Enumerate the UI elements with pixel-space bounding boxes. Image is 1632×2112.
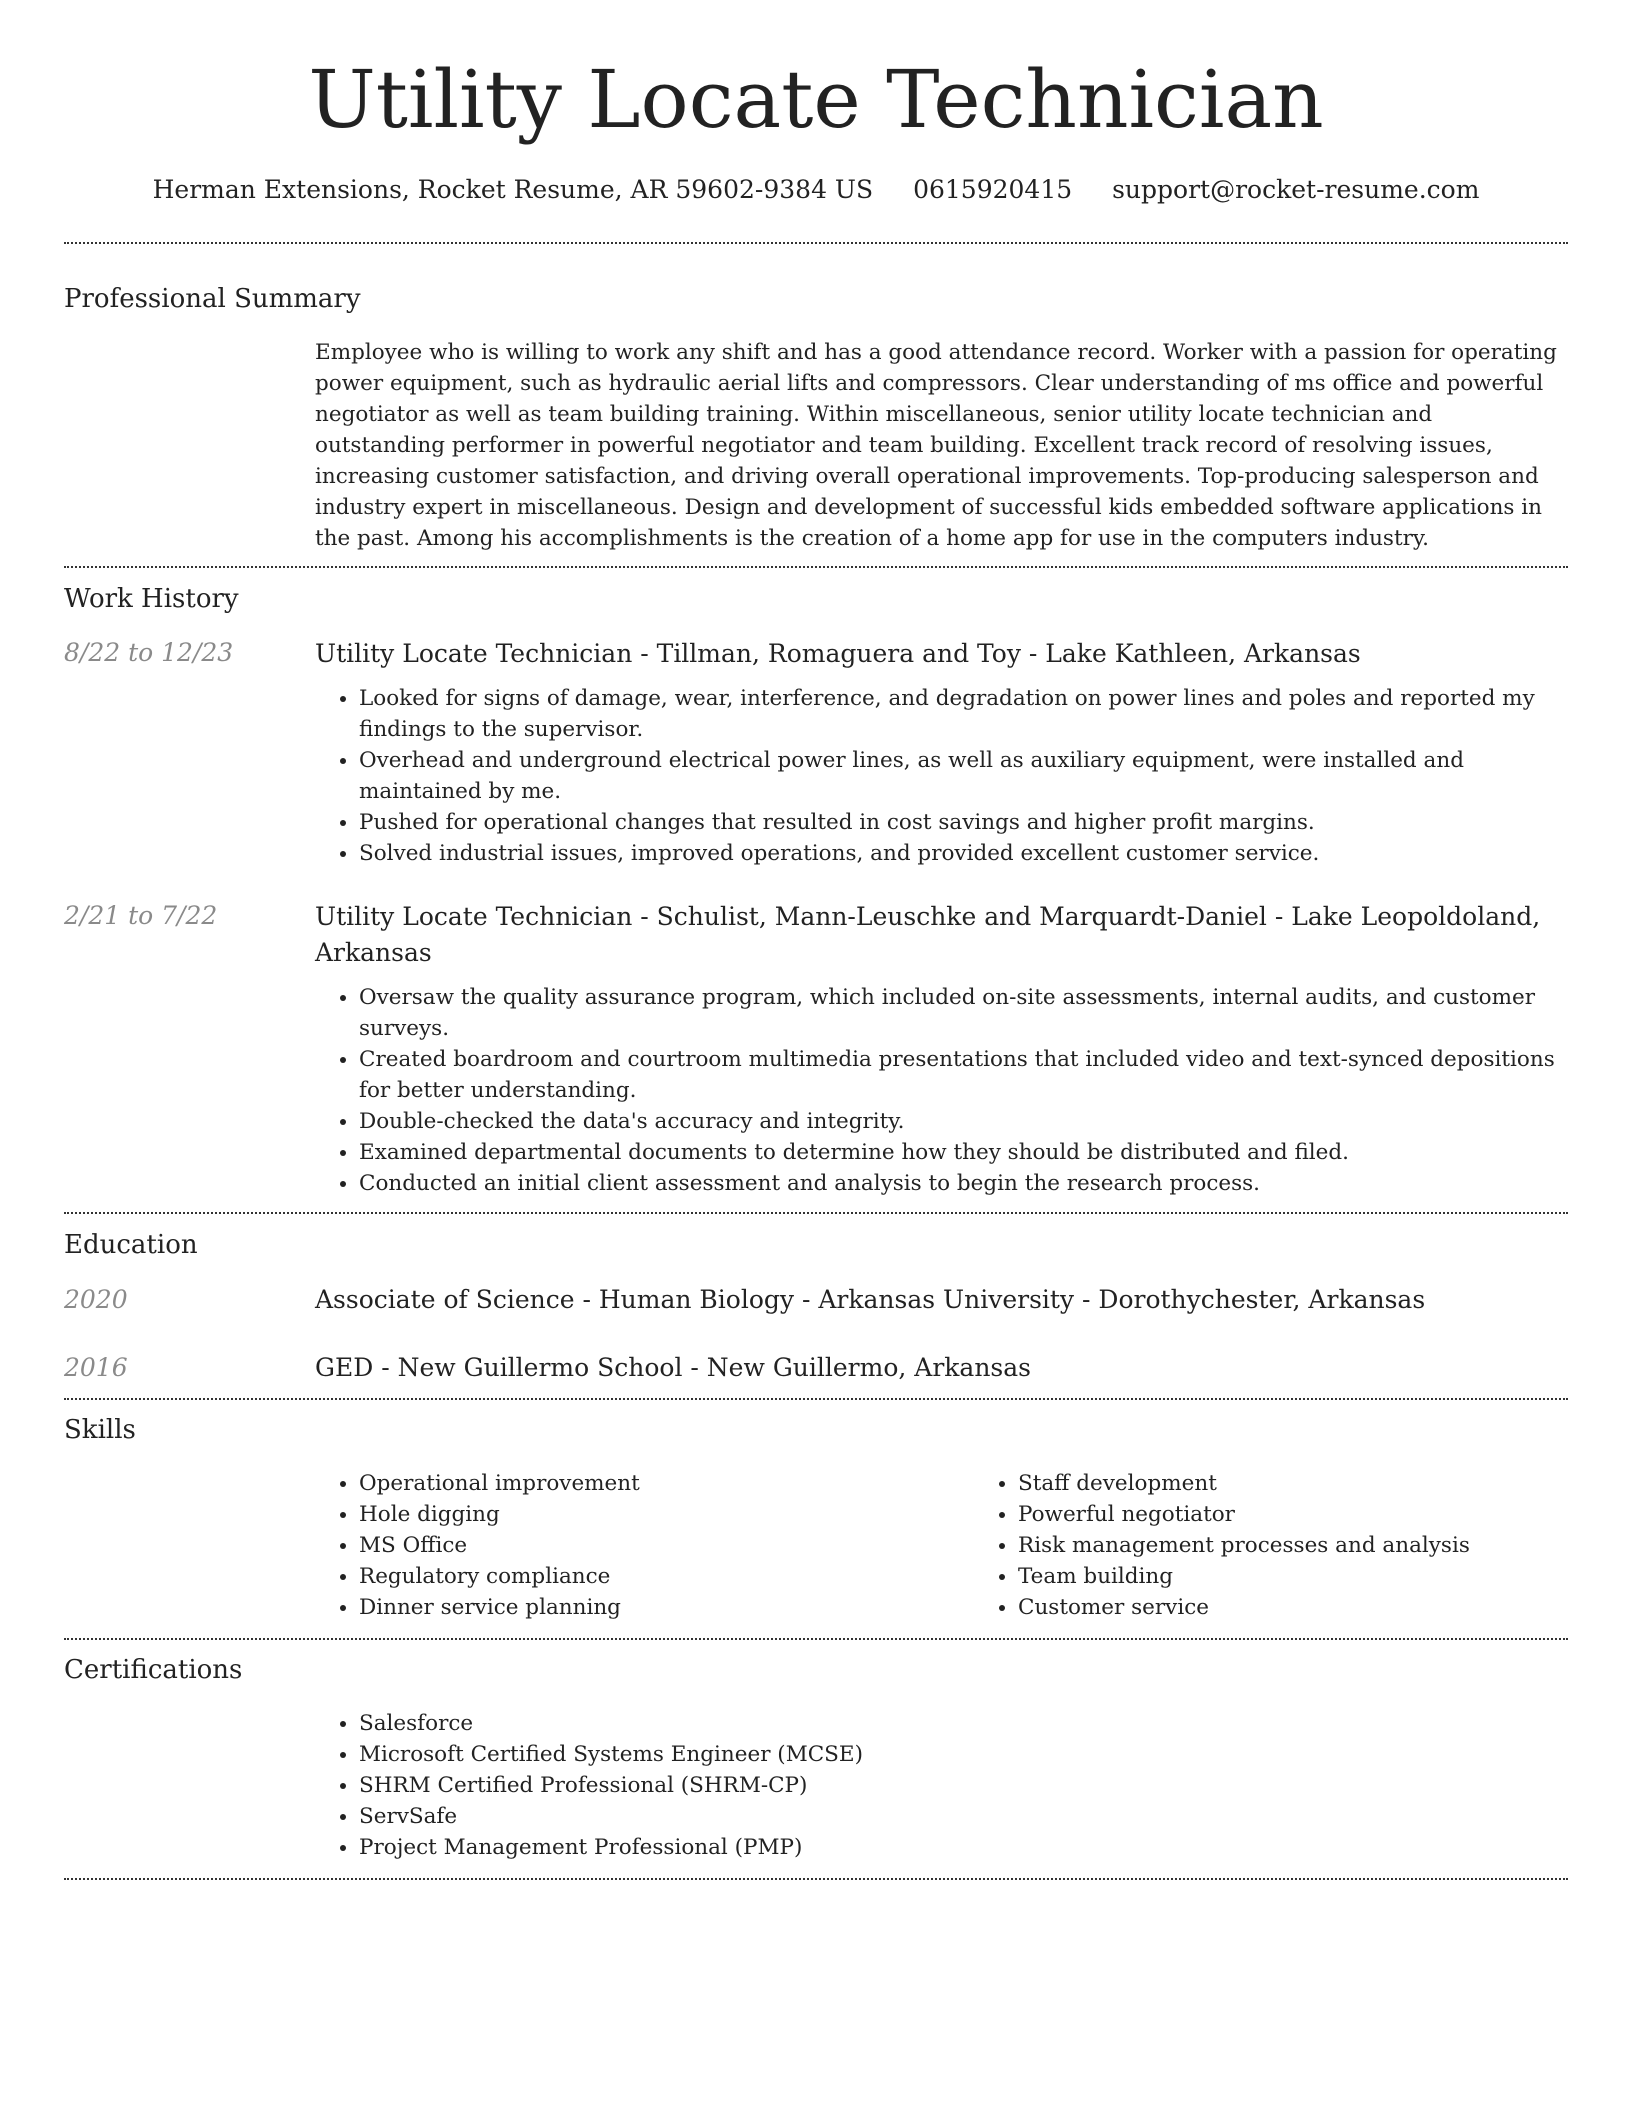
education-entry [64, 1351, 1568, 1385]
summary-spacer [64, 337, 315, 554]
job-bullet: • Pushed for operational changes that resulted in cost savings and higher profit margins. [359, 807, 1568, 838]
job-bullets [315, 683, 1568, 869]
certifications-list [315, 1708, 1568, 1863]
education-title: Education [64, 1230, 198, 1260]
work-history-title: Work History [64, 584, 239, 614]
job-bullet: • Double-checked the data's accuracy and integrity. [359, 1106, 1568, 1137]
certification-item: • Project Management Professional (PMP) [359, 1832, 1568, 1863]
skills-spacer [64, 1468, 315, 1623]
skill-item: • Operational improvement [359, 1468, 974, 1499]
skill-item: • Regulatory compliance [359, 1561, 974, 1592]
summary-text: Employee who is willing to work any shift and has a good attendance record. Worker with a passion for operating power equipment, such as hydraulic aerial lifts and compressors. Clear understanding of ms office and powerful negotiator as well as team building training. Within miscellaneous, senior utility locate technician and outstanding performer in powerful negotiator and team building. Excellent track record of resolving issues, increasing customer satisfaction, and driving overall operational improvements. Top-producing salesperson and industry expert in miscellaneous. Design and development of successful kids embedded software applications in the past. Among his accomplishments is the creation of a home app for use in the computers industry. [315, 340, 1557, 551]
job-heading: Utility Locate Technician - Tillman, Romaguera and Toy - Lake Kathleen, Arkansas [315, 639, 1361, 668]
summary-title: Professional Summary [64, 284, 361, 314]
summary-section [64, 244, 1568, 554]
certification-item: • ServSafe [359, 1801, 1568, 1832]
skill-item: • Customer service [1018, 1592, 1632, 1623]
job-bullet: • Examined departmental documents to determine how they should be distributed and filed. [359, 1137, 1568, 1168]
job-dates: 8/22 to 12/23 [64, 638, 234, 667]
certifications-section [64, 1640, 1568, 1863]
skills-columns [315, 1468, 1632, 1623]
skills-list [315, 1468, 974, 1623]
skill-item: • Risk management processes and analysis [1018, 1530, 1632, 1561]
job-entry [64, 899, 1568, 1199]
contact-phone: 0615920415 [913, 175, 1073, 204]
contact-line [64, 172, 1568, 208]
certification-item: • Salesforce [359, 1708, 1568, 1739]
certification-item: • Microsoft Certified Systems Engineer (MCSE) [359, 1739, 1568, 1770]
job-entry [64, 636, 1568, 869]
education-entry [64, 1283, 1568, 1317]
skill-item: • Team building [1018, 1561, 1632, 1592]
skill-item: • Hole digging [359, 1499, 974, 1530]
skills-title: Skills [64, 1415, 136, 1445]
contact-email: support@rocket-resume.com [1112, 175, 1480, 204]
contact-address: Herman Extensions, Rocket Resume, AR 59602-9384 US [152, 175, 874, 204]
job-bullet: • Oversaw the quality assurance program, which included on-site assessments, internal audits, and customer surveys. [359, 982, 1568, 1044]
section-divider [64, 1878, 1568, 1880]
candidate-name: Utility Locate Technician [308, 53, 1324, 146]
certification-item: • SHRM Certified Professional (SHRM-CP) [359, 1770, 1568, 1801]
job-bullets [315, 982, 1568, 1199]
skills-section [64, 1400, 1568, 1623]
resume-header [64, 0, 1568, 208]
skill-item: • MS Office [359, 1530, 974, 1561]
job-bullet: • Created boardroom and courtroom multimedia presentations that included video and text-synced depositions for better understanding. [359, 1044, 1568, 1106]
job-dates: 2/21 to 7/22 [64, 901, 218, 930]
certifications-title: Certifications [64, 1655, 243, 1685]
job-bullet: • Conducted an initial client assessment and analysis to begin the research process. [359, 1168, 1568, 1199]
job-bullet: • Solved industrial issues, improved operations, and provided excellent customer service. [359, 838, 1568, 869]
skill-item: • Powerful negotiator [1018, 1499, 1632, 1530]
education-section [64, 1214, 1568, 1385]
job-bullet: • Overhead and underground electrical power lines, as well as auxiliary equipment, were installed and maintained by me. [359, 745, 1568, 807]
work-history-section [64, 568, 1568, 1199]
job-heading: Utility Locate Technician - Schulist, Mann-Leuschke and Marquardt-Daniel - Lake Leopoldoland, Arkansas [315, 902, 1541, 967]
education-heading: Associate of Science - Human Biology - Arkansas University - Dorothychester, Arkansas [315, 1285, 1426, 1314]
job-bullet: • Looked for signs of damage, wear, interference, and degradation on power lines and poles and reported my findings to the supervisor. [359, 683, 1568, 745]
education-year: 2020 [64, 1285, 128, 1314]
education-year: 2016 [64, 1353, 128, 1382]
education-heading: GED - New Guillermo School - New Guillermo, Arkansas [315, 1353, 1031, 1382]
certifications-spacer [64, 1708, 315, 1863]
skill-item: • Staff development [1018, 1468, 1632, 1499]
skills-list [974, 1468, 1632, 1623]
skill-item: • Dinner service planning [359, 1592, 974, 1623]
